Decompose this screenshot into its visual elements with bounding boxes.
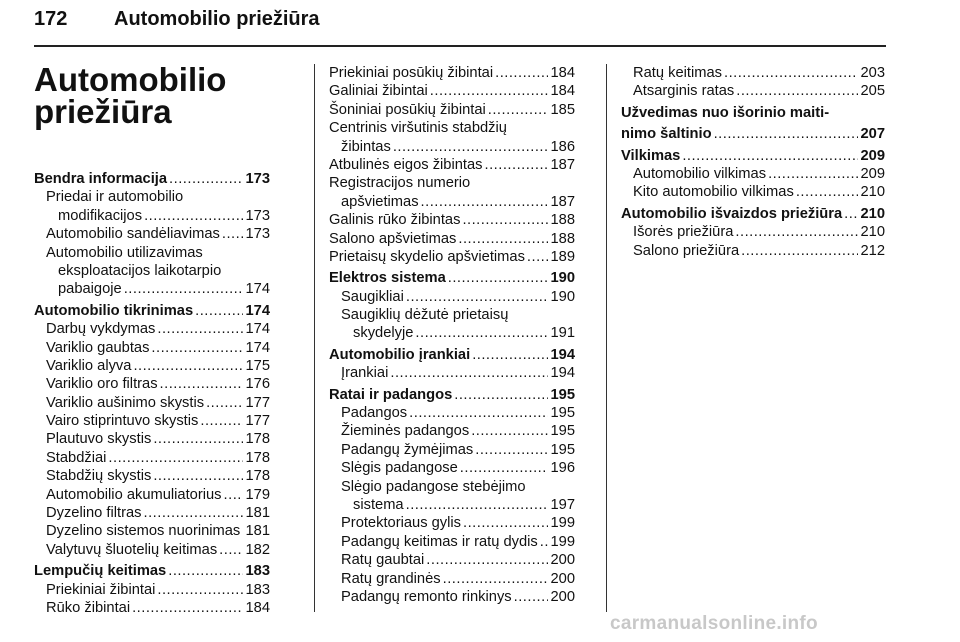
toc-entry-title: Darbų vykdymas [46, 321, 156, 338]
toc-page-number: 199 [550, 533, 575, 550]
toc-entry-title: Variklio alyva [46, 357, 132, 374]
chapter-title-line-1: Automobilio [34, 61, 227, 98]
toc-entry-title: Salono priežiūra [633, 242, 740, 259]
toc-entry-link[interactable] [329, 211, 575, 229]
toc-leader-dots [430, 82, 549, 100]
toc-leader-dots [151, 339, 243, 357]
toc-page-number: 196 [550, 460, 575, 477]
toc-column-1 [34, 170, 270, 617]
toc-page-number: 178 [245, 468, 270, 485]
toc-entry-link[interactable] [329, 588, 575, 606]
toc-leader-dots [471, 422, 548, 440]
toc-leader-dots [460, 459, 549, 477]
toc-page-number: 181 [245, 505, 270, 522]
toc-page-number: 195 [550, 423, 575, 440]
toc-page-number: 184 [550, 65, 575, 81]
toc-page-number: 199 [550, 515, 575, 532]
toc-leader-dots [475, 441, 548, 459]
toc-entry-title: apšvietimas [341, 193, 419, 210]
toc-entry-link[interactable] [329, 422, 575, 440]
toc-entry-title: Galinis rūko žibintas [329, 212, 461, 229]
toc-page-number: 212 [860, 242, 885, 259]
toc-leader-dots [222, 225, 244, 243]
toc-leader-dots [390, 364, 548, 382]
toc-entry-title: Galiniai žibintai [329, 83, 428, 100]
toc-entry-title: Bendra informacija [34, 171, 168, 187]
toc-page-number: 183 [245, 581, 270, 598]
toc-leader-dots [426, 551, 548, 569]
toc-entry-title: Žieminės padangos [341, 423, 470, 440]
toc-entry-title: Dyzelino filtras [46, 505, 142, 522]
toc-entry-link[interactable] [34, 599, 270, 617]
toc-entry-title: Saugikliai [341, 288, 404, 305]
toc-entry-link[interactable] [34, 394, 270, 412]
toc-page-number: 177 [245, 413, 270, 430]
toc-entry-title: Kito automobilio vilkimas [633, 184, 794, 201]
toc-page-number: 182 [245, 541, 270, 558]
toc-entry-title: Plautuvo skystis [46, 431, 152, 448]
toc-entry-link[interactable] [34, 541, 270, 559]
toc-entry-title: nimo šaltinio [621, 126, 712, 143]
toc-leader-dots [144, 504, 244, 522]
toc-entry-link[interactable] [329, 82, 575, 100]
toc-entry-text: eksploatacijos laikotarpio [58, 262, 222, 279]
toc-leader-dots [741, 242, 858, 260]
toc-entry-link[interactable] [329, 514, 575, 532]
toc-page-number: 190 [550, 270, 575, 287]
toc-page-number: 210 [860, 184, 885, 201]
toc-leader-dots [206, 394, 243, 412]
toc-page-number: 190 [550, 288, 575, 305]
toc-page-number: 173 [245, 171, 270, 187]
toc-entry-link[interactable] [329, 533, 575, 551]
toc-entry-link[interactable] [34, 467, 270, 485]
toc-entry-title: skydelyje [353, 325, 414, 342]
page-number: 172 [34, 8, 68, 30]
toc-page-number: 179 [245, 486, 270, 503]
toc-section-link[interactable] [329, 269, 575, 287]
toc-entry-link[interactable] [34, 375, 270, 393]
toc-page-number: 186 [550, 138, 575, 155]
toc-entry-link[interactable] [34, 320, 270, 338]
toc-leader-dots [153, 430, 243, 448]
toc-entry-link[interactable] [329, 496, 575, 514]
toc-entry-link[interactable] [34, 522, 270, 540]
toc-entry-link[interactable] [329, 101, 575, 119]
toc-entry-text: Saugiklių dėžutė prietaisų [341, 307, 509, 324]
toc-entry-link[interactable] [34, 504, 270, 522]
toc-entry-link[interactable] [329, 288, 575, 306]
toc-leader-dots [714, 125, 859, 143]
toc-entry-title: Šoniniai posūkių žibintai [329, 101, 486, 118]
toc-page-number: 184 [550, 83, 575, 100]
toc-page-number: 189 [550, 248, 575, 265]
toc-entry-link[interactable] [34, 430, 270, 448]
toc-page-number: 200 [550, 588, 575, 605]
toc-page-number: 173 [245, 226, 270, 243]
toc-leader-dots [200, 412, 243, 430]
toc-page-number: 174 [245, 302, 270, 319]
toc-page-number: 195 [550, 405, 575, 422]
toc-leader-dots [724, 64, 859, 82]
toc-entry-link[interactable] [329, 459, 575, 477]
toc-leader-dots [458, 230, 548, 248]
toc-leader-dots [409, 404, 548, 422]
toc-section-link[interactable] [34, 170, 270, 188]
toc-page-number: 205 [860, 83, 885, 100]
toc-section-link[interactable] [621, 205, 885, 223]
toc-leader-dots [406, 496, 549, 514]
toc-leader-dots [133, 357, 243, 375]
toc-leader-dots [157, 320, 243, 338]
toc-entry-title: Stabdžių skystis [46, 468, 152, 485]
toc-page-number: 173 [245, 207, 270, 224]
toc-leader-dots [443, 570, 549, 588]
toc-leader-dots [768, 165, 858, 183]
toc-page-number: 200 [550, 570, 575, 587]
toc-page-number: 188 [550, 230, 575, 247]
toc-page-number: 197 [550, 496, 575, 513]
toc-entry-title: Atbulinės eigos žibintas [329, 156, 483, 173]
toc-leader-dots [242, 522, 243, 540]
toc-page-number: 177 [245, 394, 270, 411]
toc-leader-dots [463, 514, 548, 532]
toc-entry-title: Automobilio tikrinimas [34, 302, 194, 319]
toc-page-number: 209 [860, 147, 885, 164]
toc-entry-link[interactable] [329, 156, 575, 174]
toc-leader-dots [527, 248, 549, 266]
toc-entry-text: Registracijos numerio [329, 175, 471, 192]
toc-page-number: 194 [550, 346, 575, 363]
toc-entry-link[interactable] [329, 364, 575, 382]
header-rule [34, 45, 886, 47]
toc-section-link[interactable] [621, 125, 885, 143]
toc-entry-title: Elektros sistema [329, 270, 446, 287]
toc-page-number: 203 [860, 65, 885, 81]
toc-page-number: 178 [245, 449, 270, 466]
toc-entry-title: Padangų žymėjimas [341, 441, 474, 458]
toc-entry-title: Automobilio įrankiai [329, 346, 471, 363]
toc-entry-title: modifikacijos [58, 207, 143, 224]
toc-entry-title: Protektoriaus gylis [341, 515, 461, 532]
toc-entry-link[interactable] [329, 138, 575, 156]
toc-entry-link[interactable] [34, 280, 270, 298]
toc-entry-link[interactable] [34, 449, 270, 467]
toc-leader-dots [514, 588, 549, 606]
toc-page-number: 176 [245, 376, 270, 393]
toc-leader-dots [406, 288, 549, 306]
chapter-title-line-2: priežiūra [34, 93, 172, 130]
toc-entry-title: sistema [353, 496, 404, 513]
toc-page-number: 183 [245, 563, 270, 580]
toc-entry-link[interactable] [621, 82, 885, 100]
toc-page-number: 174 [245, 339, 270, 356]
toc-section-link[interactable] [621, 147, 885, 165]
toc-leader-dots [153, 467, 243, 485]
toc-entry-link[interactable] [329, 570, 575, 588]
toc-entry-text: Slėgio padangose stebėjimo [341, 478, 526, 495]
toc-column-2 [329, 64, 575, 606]
toc-entry-title: Automobilio akumuliatorius [46, 486, 222, 503]
toc-leader-dots [454, 386, 548, 404]
toc-leader-dots [736, 82, 858, 100]
toc-entry-title: Lempučių keitimas [34, 563, 167, 580]
toc-entry-link[interactable] [34, 486, 270, 504]
toc-entry-title: Variklio gaubtas [46, 339, 150, 356]
toc-page-number: 195 [550, 441, 575, 458]
toc-entry-link[interactable] [329, 324, 575, 342]
toc-page-number: 207 [860, 126, 885, 143]
toc-page-number: 210 [860, 224, 885, 241]
toc-leader-dots [485, 156, 549, 174]
toc-entry-title: Salono apšvietimas [329, 230, 457, 247]
toc-section-link[interactable] [329, 386, 575, 404]
toc-entry-title: Priekiniai posūkių žibintai [329, 65, 494, 81]
toc-page-number: 184 [245, 599, 270, 616]
toc-entry-title: Ratų grandinės [341, 570, 441, 587]
toc-leader-dots [160, 375, 244, 393]
toc-leader-dots [682, 147, 858, 165]
toc-leader-dots [195, 302, 243, 320]
toc-page-number: 194 [550, 365, 575, 382]
column-divider-2 [606, 64, 607, 612]
toc-leader-dots [488, 101, 549, 119]
toc-leader-dots [495, 64, 548, 82]
toc-entry-title: Vilkimas [621, 147, 681, 164]
toc-entry-link[interactable] [621, 242, 885, 260]
toc-entry-link[interactable] [621, 165, 885, 183]
toc-page-number: 209 [860, 165, 885, 182]
toc-entry-link[interactable] [329, 230, 575, 248]
toc-entry-link[interactable] [329, 193, 575, 211]
toc-entry-link[interactable] [621, 183, 885, 201]
toc-leader-dots [844, 205, 858, 223]
toc-entry-title: Dyzelino sistemos nuorinimas [46, 523, 241, 540]
toc-entry-title: Variklio oro filtras [46, 376, 158, 393]
toc-page-number: 175 [245, 357, 270, 374]
toc-entry-title: Atsarginis ratas [633, 83, 735, 100]
toc-leader-dots [132, 599, 243, 617]
toc-leader-dots [462, 211, 548, 229]
toc-entry-title: Ratai ir padangos [329, 386, 453, 403]
toc-leader-dots [796, 183, 859, 201]
toc-page-number: 187 [550, 156, 575, 173]
toc-leader-dots [224, 486, 244, 504]
toc-entry-title: Automobilio vilkimas [633, 165, 767, 182]
toc-leader-dots [168, 562, 243, 580]
toc-entry-link[interactable] [34, 225, 270, 243]
toc-leader-dots [415, 324, 548, 342]
toc-entry-title: pabaigoje [58, 281, 122, 298]
toc-entry-link[interactable] [329, 64, 575, 82]
toc-leader-dots [393, 138, 549, 156]
toc-leader-dots [157, 581, 243, 599]
toc-page-number: 195 [550, 386, 575, 403]
toc-page-number: 200 [550, 552, 575, 569]
toc-entry-title: Vairo stiprintuvo skystis [46, 413, 199, 430]
toc-page-number: 187 [550, 193, 575, 210]
toc-section-link[interactable] [34, 562, 270, 580]
toc-page-number: 174 [245, 321, 270, 338]
toc-entry-link[interactable] [329, 441, 575, 459]
toc-entry-title: Stabdžiai [46, 449, 107, 466]
toc-page-number: 188 [550, 212, 575, 229]
toc-page-number: 178 [245, 431, 270, 448]
toc-leader-dots [124, 280, 244, 298]
chapter-title [34, 61, 304, 130]
toc-entry-title: Ratų gaubtai [341, 552, 425, 569]
toc-leader-dots [144, 207, 243, 225]
toc-entry-text: Centrinis viršutinis stabdžių [329, 120, 507, 137]
toc-entry-link[interactable] [34, 581, 270, 599]
toc-entry-title: Slėgis padangose [341, 460, 458, 477]
toc-entry-link[interactable] [621, 223, 885, 241]
toc-page-number: 181 [245, 523, 270, 540]
toc-leader-dots [472, 346, 548, 364]
toc-leader-dots [219, 541, 243, 559]
toc-section-link[interactable] [34, 302, 270, 320]
toc-column-3 [621, 64, 885, 260]
running-title: Automobilio priežiūra [114, 8, 320, 30]
toc-entry-title: Prietaisų skydelio apšvietimas [329, 248, 525, 265]
toc-entry-title: Padangų keitimas ir ratų dydis [341, 533, 538, 550]
toc-entry-link[interactable] [329, 248, 575, 266]
toc-leader-dots [108, 449, 243, 467]
toc-entry-title: Valytuvų šluotelių keitimas [46, 541, 218, 558]
toc-entry-title: Padangų remonto rinkinys [341, 588, 512, 605]
footer-watermark: carmanualsonline.info [610, 613, 818, 634]
toc-entry-link[interactable] [329, 551, 575, 569]
toc-leader-dots [448, 269, 549, 287]
toc-entry-title: Išorės priežiūra [633, 224, 734, 241]
toc-page-number: 185 [550, 101, 575, 118]
toc-leader-dots [735, 223, 858, 241]
toc-leader-dots [421, 193, 549, 211]
toc-section-link[interactable] [329, 346, 575, 364]
toc-entry-title: Rūko žibintai [46, 599, 131, 616]
toc-entry-link[interactable] [34, 357, 270, 375]
toc-entry-title: Padangos [341, 405, 408, 422]
toc-page-number: 210 [860, 205, 885, 222]
column-divider-1 [314, 64, 315, 612]
toc-entry-title: žibintas [341, 138, 391, 155]
toc-entry-link[interactable] [621, 64, 885, 82]
page-header [34, 6, 886, 44]
toc-entry-title: Automobilio išvaizdos priežiūra [621, 205, 843, 222]
toc-entry-text: Automobilio utilizavimas [46, 244, 203, 261]
toc-leader-dots [169, 170, 243, 188]
toc-entry-title: Automobilio sandėliavimas [46, 226, 220, 243]
toc-page-number: 174 [245, 281, 270, 298]
toc-entry-title: Ratų keitimas [633, 65, 722, 81]
toc-entry-link[interactable] [34, 339, 270, 357]
toc-entry-link[interactable] [329, 404, 575, 422]
toc-entry-text: Užvedimas nuo išorinio maiti- [621, 104, 830, 121]
toc-page-number: 191 [550, 325, 575, 342]
toc-entry-title: Įrankiai [341, 365, 389, 382]
toc-entry-link[interactable] [34, 207, 270, 225]
toc-leader-dots [540, 533, 549, 551]
toc-entry-link[interactable] [34, 412, 270, 430]
toc-entry-title: Priekiniai žibintai [46, 581, 156, 598]
toc-entry-title: Variklio aušinimo skystis [46, 394, 205, 411]
toc-entry-text: Priedai ir automobilio [46, 189, 184, 206]
